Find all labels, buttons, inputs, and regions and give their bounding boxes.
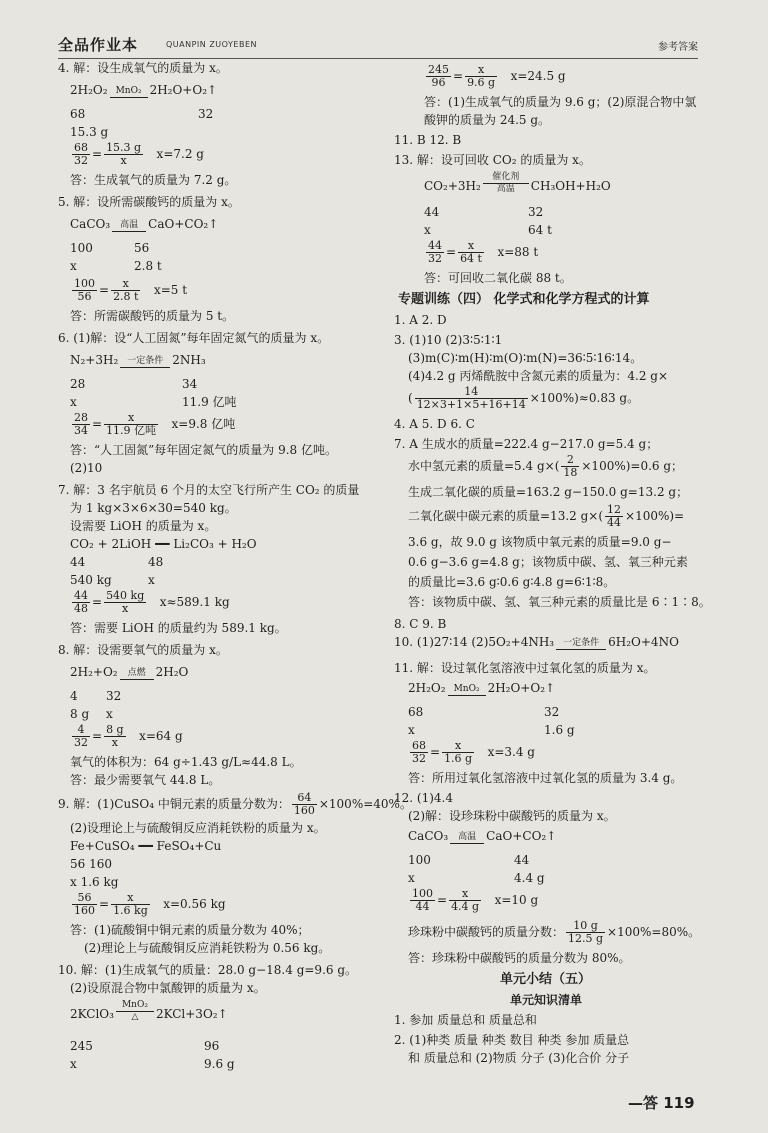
q4-given: 15.3 g [70,125,109,139]
q7-intro: 7. 解：3 名宇航员 6 个月的太空飞行所产生 CO₂ 的质量 [58,483,360,497]
q5-answer: 答：所需碳酸钙的质量为 5 t。 [70,309,235,323]
q7-unknown: x [148,573,155,587]
q8-volume: 氧气的体积为：64 g÷1.43 g/L≈44.8 L。 [70,755,302,769]
q10-set: (2)设原混合物中氯酸钾的质量为 x。 [70,981,266,995]
q9-answer-1: 答：(1)硫酸铜中铜元素的质量分数为 40%； [70,923,310,937]
q6-ratio: $\frac{28}{34}$ = $\frac{x}{\text{11.9 亿吨}}$ x=9.8 亿吨 [74,411,236,437]
section-heading-4: 专题训练（四） 化学式和化学方程式的计算 [398,292,650,307]
s4-q11-unknown: x [408,723,415,737]
q8-answer: 答：最少需要氧气 44.8 L。 [70,773,221,787]
q10-given: 9.6 g [204,1057,235,1071]
s4-q11-intro: 11. 解：设过氧化氢溶液中过氧化氢的质量为 x。 [394,661,656,675]
s4-q3-ratio: (3)m(C)∶m(H)∶m(O)∶m(N)=36∶5∶16∶14。 [408,351,643,365]
q5-intro: 5. 解：设所需碳酸钙的质量为 x。 [58,195,240,209]
s4-q12-ratio: $\frac{100}{44}$ = $\frac{x}{4.4 g}$ x=10 g [412,887,539,913]
q8-mass-a: 4 [70,689,78,703]
q7-given: 540 kg [70,573,112,587]
q10-answer-1: 答：(1)生成氧气的质量为 9.6 g；(2)原混合物中氯 [424,95,697,109]
q9-equation: Fe+CuSO₄ ━━ FeSO₄+Cu [70,839,222,853]
q5-equation: CaCO₃ 高温 CaO+CO₂↑ [70,217,219,231]
s4-q12-equation: CaCO₃ 高温 CaO+CO₂↑ [408,829,557,843]
s4-q12-set: (2)解：设珍珠粉中碳酸钙的质量为 x。 [408,809,616,823]
q9-set: (2)设理论上与硫酸铜反应消耗铁粉的质量为 x。 [70,821,326,835]
q7-co2-mass: 为 1 kg×3×6×30=540 kg。 [70,501,237,515]
q9-answer-2: (2)理论上与硫酸铜反应消耗铁粉为 0.56 kg。 [84,941,331,955]
s4-q12-given: 4.4 g [514,871,545,885]
q4-mass-b: 32 [198,107,214,121]
q10-answer-2: 酸钾的质量为 24.5 g。 [424,113,551,127]
q4-intro: 4. 解：设生成氧气的质量为 x。 [58,61,228,75]
q8-ratio: $\frac{4}{32}$ = $\frac{8 g}{x}$ x=64 g [74,723,183,749]
summary-item-2: 2. (1)种类 质量 种类 数目 种类 参加 质量总 [394,1033,630,1047]
page-header [58,34,698,59]
s4-q7-co2: 生成二氧化碳的质量=163.2 g−150.0 g=13.2 g； [408,485,689,499]
s4-q12-answer: 答：珍珠粉中碳酸钙的质量分数为 80%。 [408,951,631,965]
q6-intro: 6. (1)解：设“人工固氮”每年固定氮气的质量为 x。 [58,331,330,345]
s4-q4-6: 4. A 5. D 6. C [394,417,475,431]
s4-q11-mass-a: 68 [408,705,424,719]
q8-unknown: x [106,707,113,721]
brand-title: 全品作业本 [58,36,139,54]
q11-12-answers: 11. B 12. B [394,133,462,147]
q13-answer: 答：可回收二氧化碳 88 t。 [424,271,572,285]
q7-set: 设需要 LiOH 的质量为 x。 [70,519,217,533]
s4-q7-hydrogen: 水中氢元素的质量=5.4 g×( $\frac{2}{18}$ ×100%)=0.6 g； [408,453,684,479]
s4-q10: 10. (1)27∶14 (2)5O₂+4NH₃ 一定条件 6H₂O+4NO [394,635,679,649]
s4-q12-fraction: 珍珠粉中碳酸钙的质量分数： $\frac{10 g}{12.5 g}$ ×100%=80%。 [408,919,701,945]
q10-ratio: $\frac{245}{96}$ = $\frac{x}{9.6 g}$ x=24.5 g [428,63,566,89]
s4-q3-formula: ( $\frac{14}{12\times 3+1\times 5+16+14}$ ×100%)≈0.83 g。 [408,385,640,411]
q13-mass-a: 44 [424,205,440,219]
q8-equation: 2H₂+O₂ 点燃 2H₂O [70,665,189,679]
q7-mass-a: 44 [70,555,86,569]
summary-item-1: 1. 参加 质量总和 质量总和 [394,1013,537,1027]
page-number: —答 119 [628,1094,695,1112]
q4-equation: 2H₂O₂ MnO₂ 2H₂O+O₂↑ [70,83,218,97]
s4-q11-ratio: $\frac{68}{32}$ = $\frac{x}{1.6 g}$ x=3.4 g [412,739,535,765]
q5-given: 2.8 t [134,259,162,273]
q9-masses: 56 160 [70,857,112,871]
brand-pinyin: QUANPIN ZUOYEBEN [166,40,257,49]
q5-unknown: x [70,259,77,273]
q7-answer: 答：需要 LiOH 的质量约为 589.1 kg。 [70,621,287,635]
q9-part1: 9. 解：(1)CuSO₄ 中铜元素的质量分数为： $\frac{64}{160}$ ×100%=40%。 [58,791,412,817]
s4-q12-mass-a: 100 [408,853,431,867]
q5-ratio: $\frac{100}{56}$ = $\frac{x}{2.8 t}$ x=5 t [74,277,188,303]
unit-summary-heading: 单元小结（五） [500,972,592,987]
q6-unknown: x [70,395,77,409]
q8-given: 8 g [70,707,90,721]
q9-ratio: $\frac{56}{160}$ = $\frac{x}{1.6 kg}$ x=0.56 kg [74,891,226,917]
section-label: 参考答案 [658,42,698,53]
q10-unknown: x [70,1057,77,1071]
s4-q3-part4: (4)4.2 g 丙烯酰胺中含氮元素的质量为：4.2 g× [408,369,669,383]
s4-q11-answer: 答：所用过氧化氢溶液中过氧化氢的质量为 3.4 g。 [408,771,683,785]
s4-q1-2: 1. A 2. D [394,313,447,327]
q5-mass-b: 56 [134,241,150,255]
q7-equation: CO₂ + 2LiOH ━━ Li₂CO₃ + H₂O [70,537,257,551]
q6-given: 11.9 亿吨 [182,395,237,409]
q4-answer: 答：生成氧气的质量为 7.2 g。 [70,173,237,187]
s4-q12-mass-b: 44 [514,853,530,867]
q13-unknown: x [424,223,431,237]
s4-q12-part1: 12. (1)4.4 [394,791,453,805]
s4-q7-oxygen-1: 3.6 g，故 9.0 g 该物质中氧元素的质量=9.0 g− [408,535,672,549]
q6-equation: N₂+3H₂ 一定条件 2NH₃ [70,353,206,367]
q7-mass-b: 48 [148,555,164,569]
q13-mass-b: 32 [528,205,544,219]
q6-part2: (2)10 [70,461,103,475]
q13-ratio: $\frac{44}{32}$ = $\frac{x}{64 t}$ x=88 t [428,239,539,265]
q4-mass-a: 68 [70,107,86,121]
q13-intro: 13. 解：设可回收 CO₂ 的质量为 x。 [394,153,591,167]
summary-item-2-cont: 和 质量总和 (2)物质 分子 (3)化合价 分子 [408,1051,630,1065]
s4-q11-mass-b: 32 [544,705,560,719]
q5-mass-a: 100 [70,241,93,255]
q6-mass-b: 34 [182,377,198,391]
knowledge-list-heading: 单元知识清单 [510,993,583,1007]
q10-mass-a: 245 [70,1039,93,1053]
s4-q7-water: 7. A 生成水的质量=222.4 g−217.0 g=5.4 g； [394,437,659,451]
q10-equation: 2KClO₃ MnO₂ △ 2KCl+3O₂↑ [70,1000,228,1022]
s4-q11-equation: 2H₂O₂ MnO₂ 2H₂O+O₂↑ [408,681,556,695]
s4-q7-ratio: 的质量比=3.6 g∶0.6 g∶4.8 g=6∶1∶8。 [408,575,616,589]
q6-mass-a: 28 [70,377,86,391]
q10-mass-b: 96 [204,1039,220,1053]
s4-q8-9: 8. C 9. B [394,617,447,631]
q7-ratio: $\frac{44}{48}$ = $\frac{540 kg}{x}$ x≈589.1 kg [74,589,230,615]
s4-q11-given: 1.6 g [544,723,575,737]
q8-mass-b: 32 [106,689,122,703]
q8-intro: 8. 解：设需要氧气的质量为 x。 [58,643,228,657]
s4-q7-carbon: 二氧化碳中碳元素的质量=13.2 g×( $\frac{12}{44}$ ×100%)= [408,503,685,529]
s4-q12-unknown: x [408,871,415,885]
q13-given: 64 t [528,223,552,237]
s4-q7-answer: 答：该物质中碳、氢、氧三种元素的质量比是 6∶1∶8。 [408,595,711,609]
q9-values: x 1.6 kg [70,875,119,889]
s4-q3-parts: 3. (1)10 (2)3∶5∶1∶1 [394,333,503,347]
q10-part1: 10. 解：(1)生成氧气的质量：28.0 g−18.4 g=9.6 g。 [58,963,358,977]
q13-equation: CO₂+3H₂ 催化剂 高温 CH₃OH+H₂O [424,172,611,194]
q4-ratio: $\frac{68}{32}$ = $\frac{15.3 g}{x}$ x=7.2 g [74,141,204,167]
q6-answer: 答：“人工固氮”每年固定氮气的质量为 9.8 亿吨。 [70,443,337,457]
s4-q7-oxygen-2: 0.6 g−3.6 g=4.8 g；该物质中碳、氢、氧三种元素 [408,555,688,569]
